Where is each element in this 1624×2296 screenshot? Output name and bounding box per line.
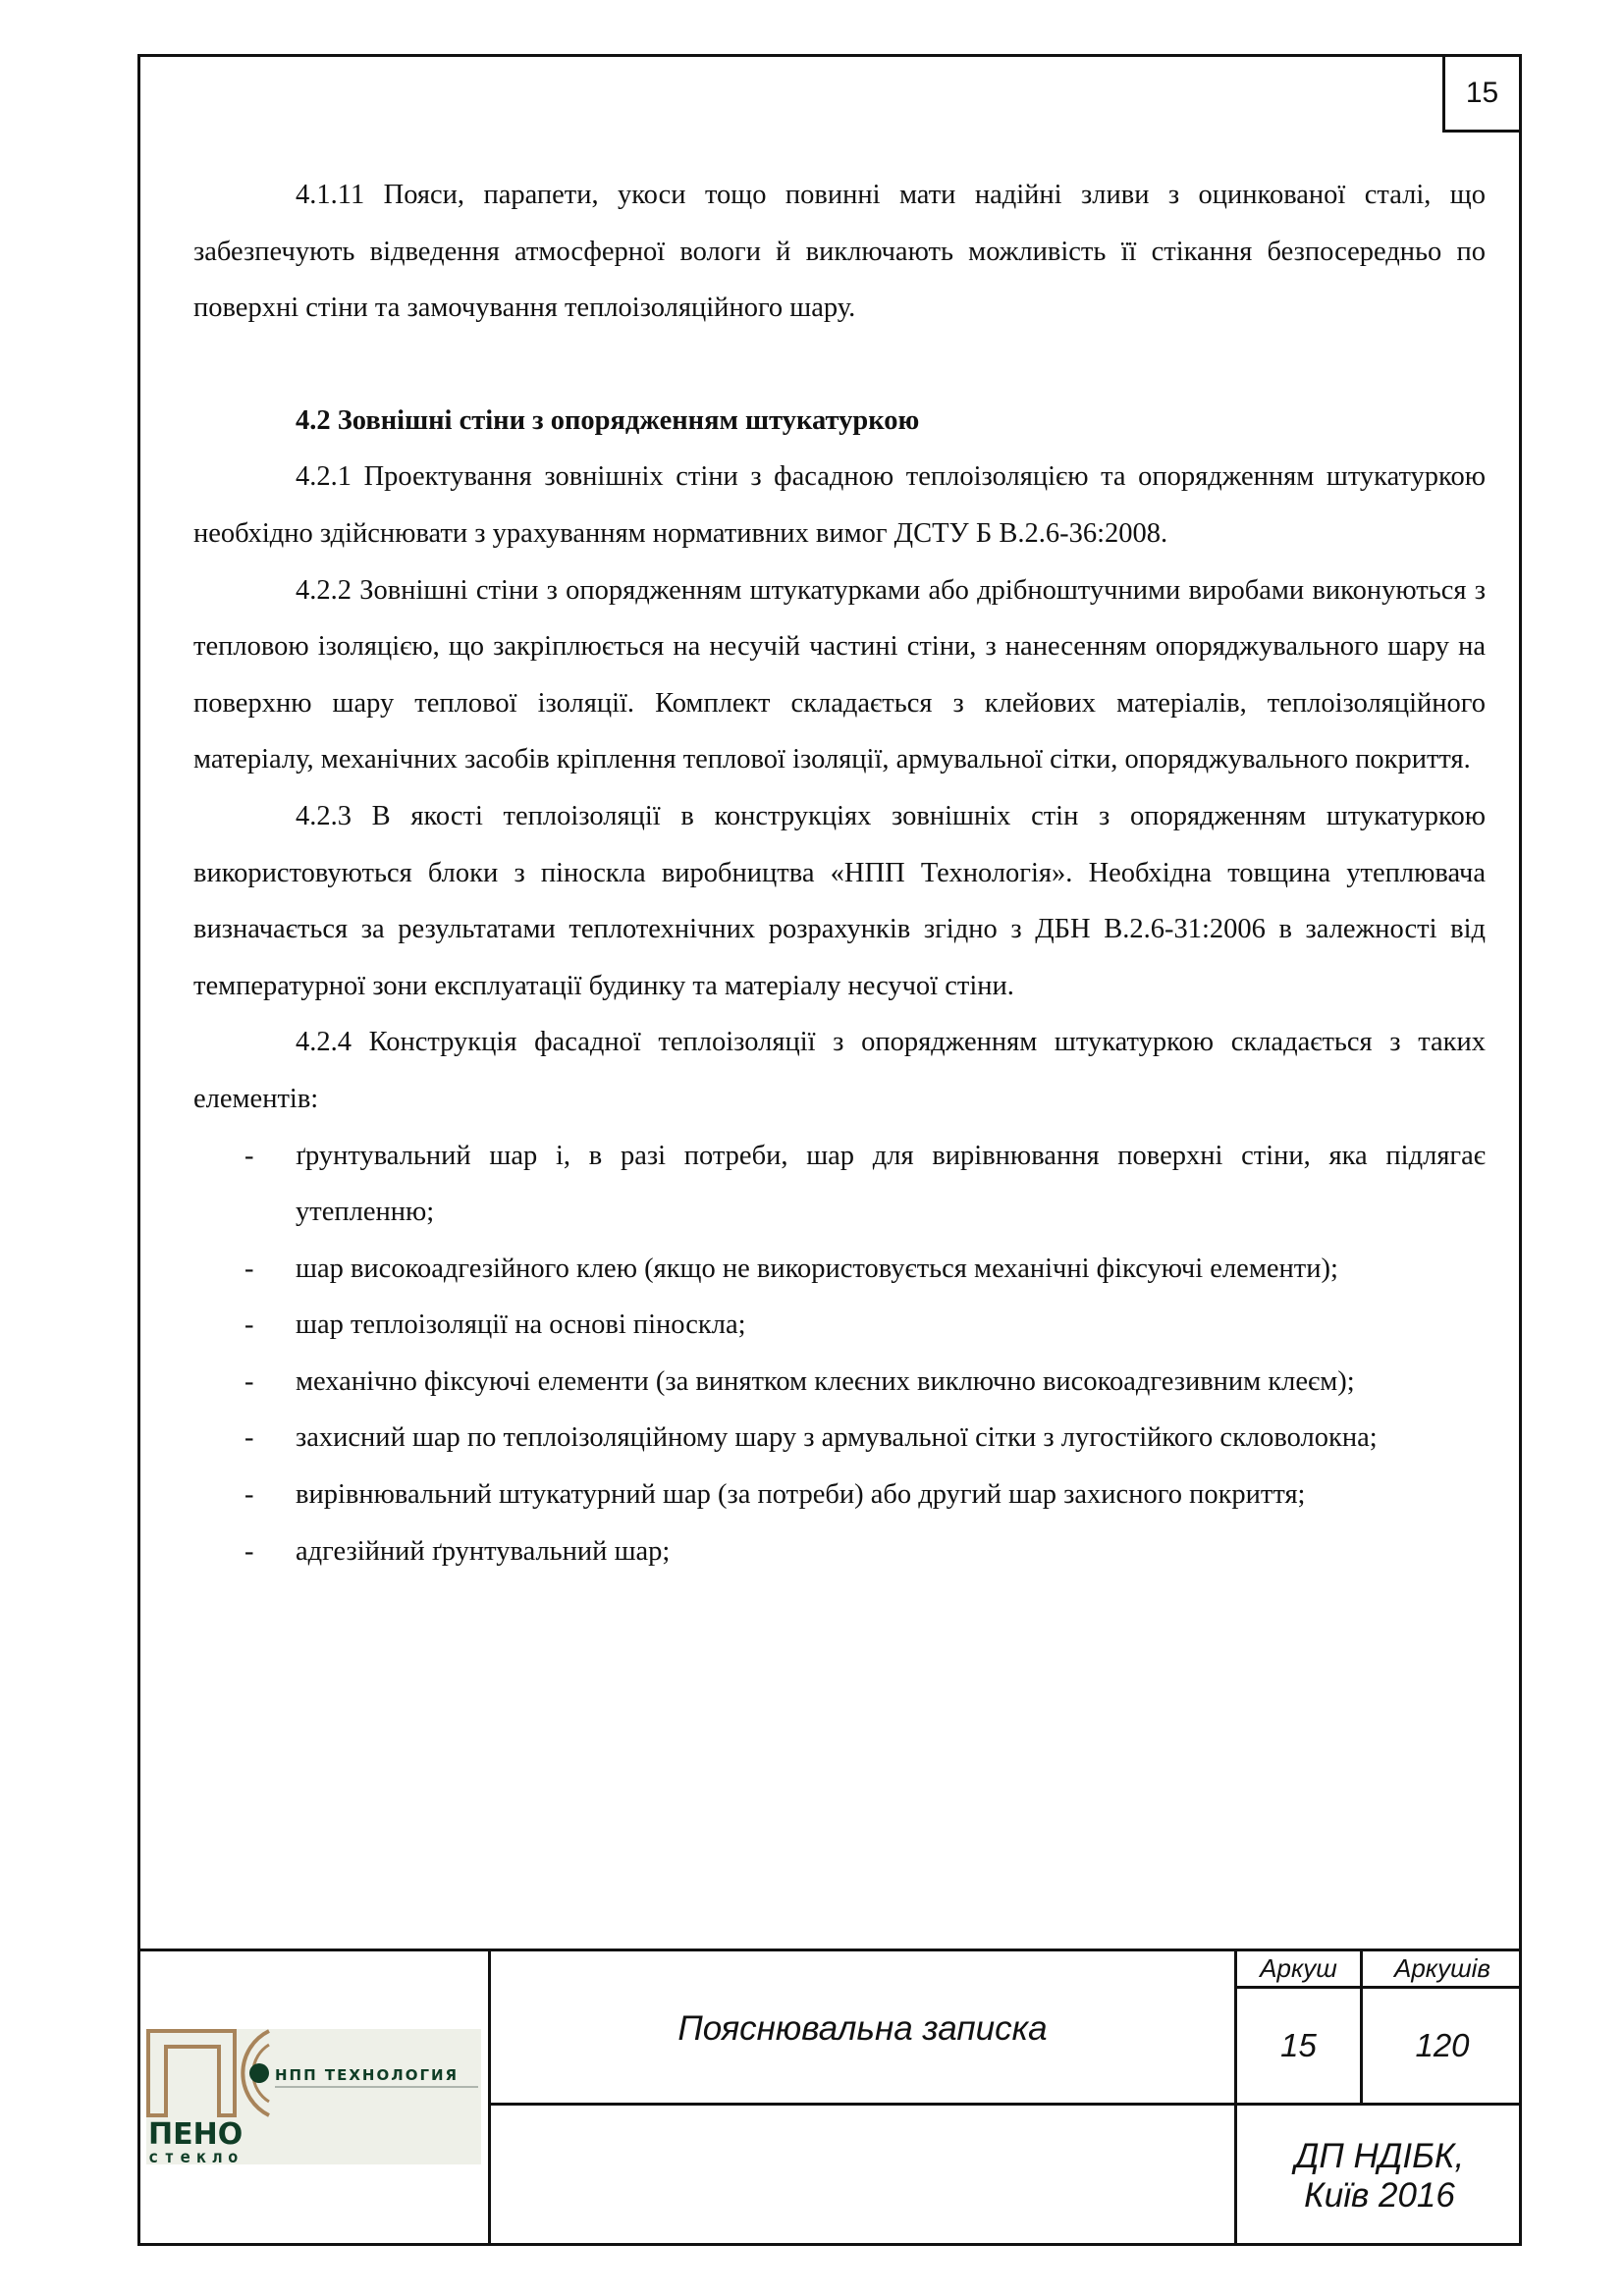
list-item: [193, 1467, 1486, 1523]
list-dash: -: [244, 1535, 254, 1567]
sheet-value: 15: [1280, 2027, 1317, 2063]
list-dash: -: [244, 1253, 254, 1284]
logo-brand-line2: стекло: [148, 2148, 244, 2164]
list-item-text: адгезійний ґрунтувальний шар;: [296, 1535, 671, 1567]
sheet-label: Аркуш: [1260, 1953, 1337, 1983]
list-item: [193, 1523, 1486, 1580]
list-item: [193, 1241, 1486, 1298]
sheets-label: Аркушів: [1393, 1953, 1490, 1983]
elements-list: [193, 1128, 1486, 1580]
paragraph-4-2-4: 4.2.4 Конструкція фасадної теплоізоляції з опорядженням штукатуркою складається з таких елементів:: [193, 1027, 1486, 1114]
list-item-text: шар високоадгезійного клею (якщо не використовується механічні фіксуючі елементи);: [296, 1253, 1338, 1284]
page-number-value: 15: [1465, 77, 1499, 109]
list-item-text: шар теплоізоляції на основі піноскла;: [296, 1309, 746, 1341]
list-item-text: ґрунтувальний шар і, в разі потреби, шар для вирівнювання поверхні стіни, яка підлягає утепленню;: [296, 1140, 1486, 1228]
paragraph-4-2-3: 4.2.3 В якості теплоізоляції в конструкціях зовнішніх стін з опорядженням штукатуркою використовуються блоки з піноскла виробництва «НПП Технологія». Необхідна товщина утеплювача визначається за результатами теплотехнічних розрахунків згідно з ДБН В.2.6-31:2006 в залежності від температурної зони експлуатації будинку та матеріалу несучої стіни.: [193, 800, 1486, 1001]
document-title: Пояснювальна записка: [677, 2009, 1048, 2048]
list-dash: -: [244, 1422, 254, 1454]
logo-brand-line1: ПЕНО: [148, 2117, 244, 2152]
list-item-text: захисний шар по теплоізоляційному шару з армувальної сітки з лугостійкого скловолокна;: [296, 1422, 1378, 1454]
list-dash: -: [244, 1140, 254, 1171]
page-number-top: [1442, 54, 1522, 133]
organization: [1237, 2106, 1522, 2246]
paragraph-4-2-1: 4.2.1 Проектування зовнішніх стіни з фасадною теплоізоляцією та опорядженням штукатуркою необхідно здійснювати з урахуванням нормативних вимог ДСТУ Б В.2.6-36:2008.: [193, 461, 1486, 549]
organization-name: ДП НДІБК,: [1294, 2136, 1465, 2175]
penosteklo-logo-icon: [146, 2029, 481, 2164]
paragraph-4-2-2: 4.2.2 Зовнішні стіни з опорядженням штукатурками або дрібноштучними виробами виконуються з тепловою ізоляцією, що закріплюється на несучій частині стіни, з нанесенням опоряджувального шару на поверхню шару теплової ізоляції. Комплект складається з клейових матеріалів, теплоізоляційного матеріалу, механічних засобів кріплення теплової ізоляції, армувальної сітки, опоряджувального покриття.: [193, 574, 1486, 775]
company-logo: [146, 2029, 481, 2164]
list-item-text: механічно фіксуючі елементи (за винятком клеєних виключно високоадгезивним клеєм);: [296, 1365, 1355, 1397]
list-item: [193, 1354, 1486, 1411]
paragraph-4-1-11: 4.1.11 Пояси, парапети, укоси тощо повинні мати надійні зливи з оцинкованої сталі, що забезпечують відведення атмосферної вологи й виключають можливість її стікання безпосередньо по поверхні стіни та замочування теплоізоляційного шару.: [193, 180, 1486, 324]
organization-city-year: Київ 2016: [1304, 2175, 1455, 2215]
section-heading-4-2: 4.2 Зовнішні стіни з опорядженням штукатуркою: [296, 404, 920, 436]
list-dash: -: [244, 1479, 254, 1511]
list-dash: -: [244, 1309, 254, 1341]
list-item: [193, 1297, 1486, 1354]
list-item-text: вирівнювальний штукатурний шар (за потреби) або другий шар захисного покриття;: [296, 1479, 1306, 1511]
logo-company-text: НПП ТЕХНОЛОГИЯ: [275, 2066, 460, 2084]
list-item: [193, 1410, 1486, 1467]
document-body: [193, 167, 1486, 1579]
list-item: [193, 1128, 1486, 1241]
list-dash: -: [244, 1365, 254, 1397]
sheets-value: 120: [1415, 2027, 1470, 2063]
